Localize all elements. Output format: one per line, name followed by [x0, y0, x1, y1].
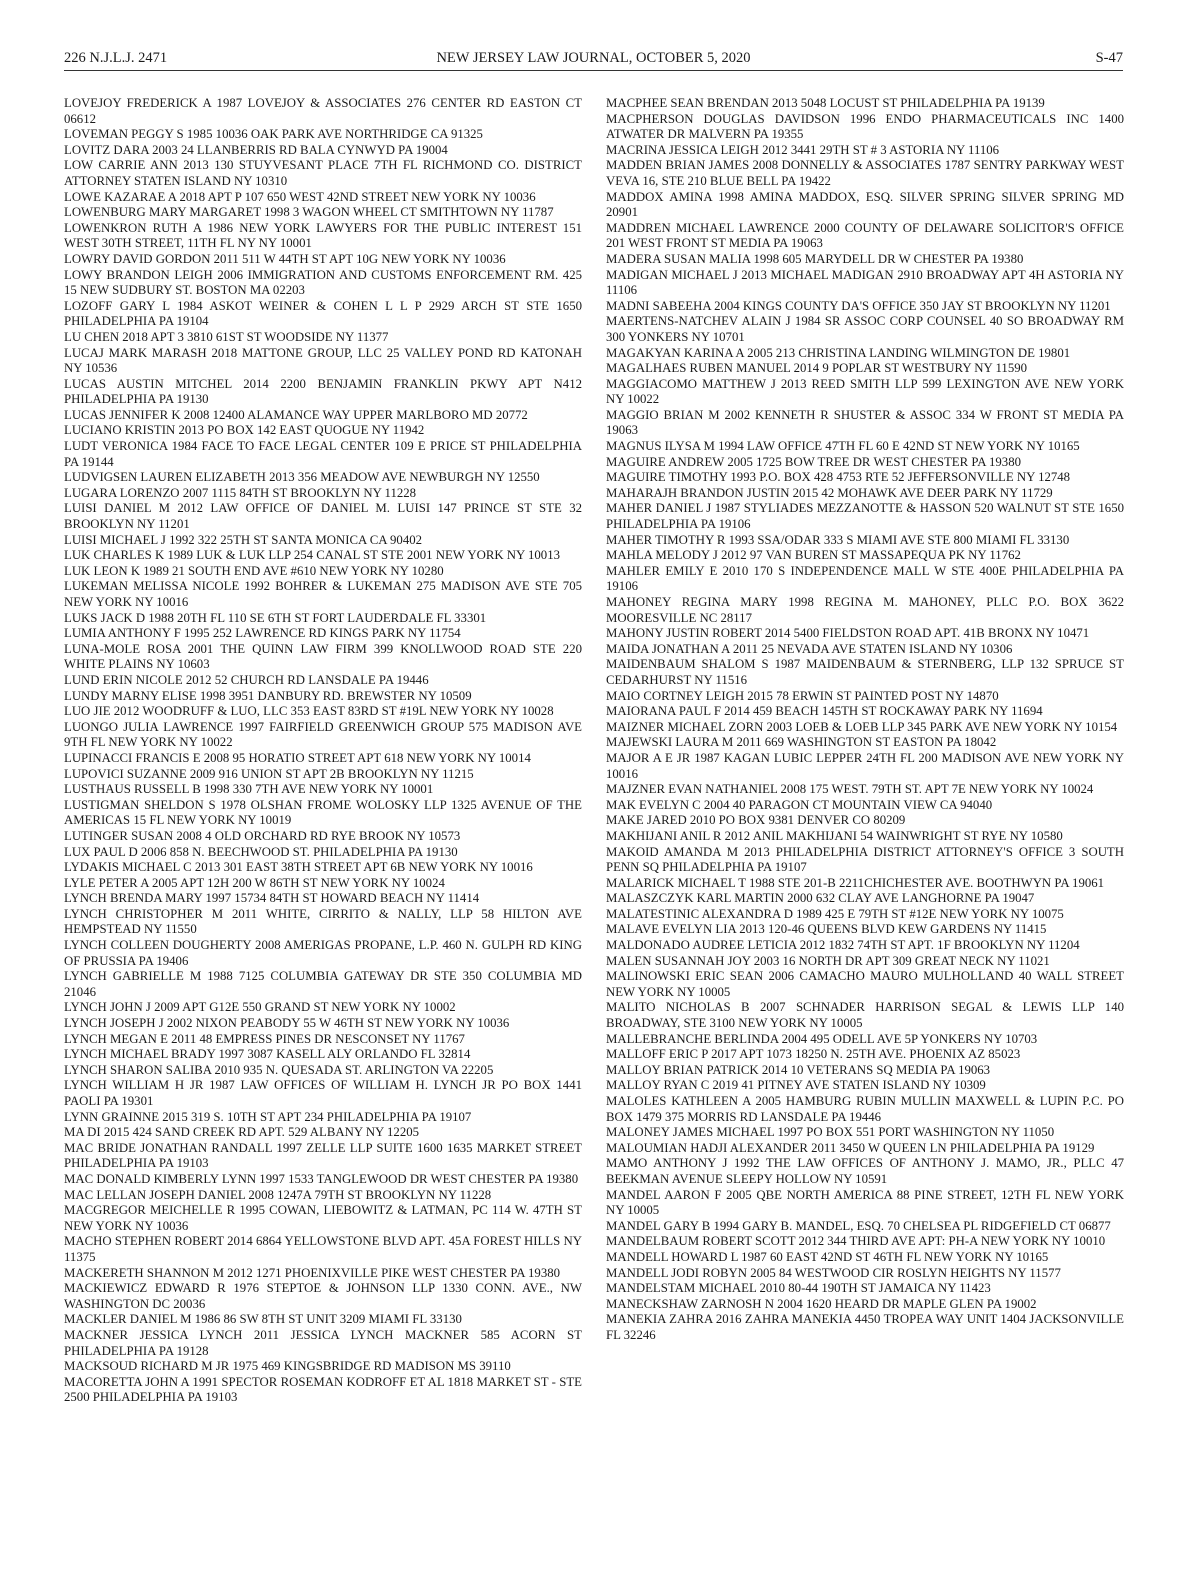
attorney-listing: MANDELBAUM ROBERT SCOTT 2012 344 THIRD AVE APT: PH-A NEW YORK NY 10010 [606, 1234, 1106, 1249]
attorney-listing: MAERTENS-NATCHEV ALAIN J 1984 SR ASSOC CORP COUNSEL 40 SO BROADWAY RM 300 YONKERS NY 10701 [606, 314, 1124, 344]
attorney-listing: MAMO ANTHONY J 1992 THE LAW OFFICES OF ANTHONY J. MAMO, JR., PLLC 47 BEEKMAN AVENUE SLEEPY HOLLOW NY 10591 [606, 1156, 1124, 1186]
attorney-listing: LOW CARRIE ANN 2013 130 STUYVESANT PLACE 7TH FL RICHMOND CO. DISTRICT ATTORNEY STATEN ISLAND NY 10310 [64, 158, 582, 188]
attorney-listing: MAHER DANIEL J 1987 STYLIADES MEZZANOTTE & HASSON 520 WALNUT ST STE 1650 PHILADELPHIA PA 19106 [606, 501, 1124, 532]
attorney-listing: LUDT VERONICA 1984 FACE TO FACE LEGAL CENTER 109 E PRICE ST PHILADELPHIA PA 19144 [64, 439, 582, 469]
attorney-listing: MAHONEY REGINA MARY 1998 REGINA M. MAHONEY, PLLC P.O. BOX 3622 MOORESVILLE NC 28117 [606, 595, 1124, 625]
attorney-listing: LOVEMAN PEGGY S 1985 10036 OAK PARK AVE NORTHRIDGE CA 91325 [64, 127, 483, 142]
attorney-listing: LOWENKRON RUTH A 1986 NEW YORK LAWYERS FOR THE PUBLIC INTEREST 151 WEST 30TH STREET, 11TH FL NY NY 10001 [64, 220, 582, 251]
attorney-listing: LUMIA ANTHONY F 1995 252 LAWRENCE RD KINGS PARK NY 11754 [64, 626, 461, 641]
attorney-listing: MANDELSTAM MICHAEL 2010 80-44 190TH ST JAMAICA NY 11423 [606, 1281, 991, 1296]
attorney-listing: MAIDENBAUM SHALOM S 1987 MAIDENBAUM & STERNBERG, LLP 132 SPRUCE ST CEDARHURST NY 11516 [606, 657, 1124, 687]
attorney-listing: LYNCH GABRIELLE M 1988 7125 COLUMBIA GATEWAY DR STE 350 COLUMBIA MD 21046 [64, 969, 582, 999]
attorney-listing: LUDVIGSEN LAUREN ELIZABETH 2013 356 MEADOW AVE NEWBURGH NY 12550 [64, 470, 540, 485]
attorney-listing: MAKE JARED 2010 PO BOX 9381 DENVER CO 80209 [606, 813, 906, 828]
attorney-listing: LUSTHAUS RUSSELL B 1998 330 7TH AVE NEW YORK NY 10001 [64, 782, 434, 797]
attorney-listing: MAGUIRE ANDREW 2005 1725 BOW TREE DR WEST CHESTER PA 19380 [606, 454, 1021, 469]
attorney-listing: LYDAKIS MICHAEL C 2013 301 EAST 38TH STREET APT 6B NEW YORK NY 10016 [64, 860, 533, 875]
attorney-listing: MANDEL GARY B 1994 GARY B. MANDEL, ESQ. 70 CHELSEA PL RIDGEFIELD CT 06877 [606, 1218, 1111, 1233]
attorney-listing: MAGALHAES RUBEN MANUEL 2014 9 POPLAR ST WESTBURY NY 11590 [606, 361, 1028, 376]
attorney-listing: LYLE PETER A 2005 APT 12H 200 W 86TH ST NEW YORK NY 10024 [64, 875, 445, 890]
attorney-listing: MAC LELLAN JOSEPH DANIEL 2008 1247A 79TH ST BROOKLYN NY 11228 [64, 1187, 492, 1202]
attorney-listing: LYNCH MEGAN E 2011 48 EMPRESS PINES DR NESCONSET NY 11767 [64, 1031, 465, 1046]
page-header [64, 48, 1123, 71]
attorney-listing: MALLOY BRIAN PATRICK 2014 10 VETERANS SQ MEDIA PA 19063 [606, 1062, 991, 1077]
attorney-listing: MAGAKYAN KARINA A 2005 213 CHRISTINA LANDING WILMINGTON DE 19801 [606, 345, 1071, 360]
attorney-listing: MAC DONALD KIMBERLY LYNN 1997 1533 TANGLEWOOD DR WEST CHESTER PA 19380 [64, 1171, 579, 1186]
attorney-listing: LOWRY DAVID GORDON 2011 511 W 44TH ST APT 10G NEW YORK NY 10036 [64, 251, 506, 266]
attorney-listing: MALAVE EVELYN LIA 2013 120-46 QUEENS BLVD KEW GARDENS NY 11415 [606, 922, 1047, 937]
right-column [606, 96, 1124, 1344]
attorney-listing: LUTINGER SUSAN 2008 4 OLD ORCHARD RD RYE BROOK NY 10573 [64, 828, 461, 843]
attorney-listing: LOVITZ DARA 2003 24 LLANBERRIS RD BALA CYNWYD PA 19004 [64, 142, 448, 157]
attorney-listing: LOZOFF GARY L 1984 ASKOT WEINER & COHEN L L P 2929 ARCH ST STE 1650 PHILADELPHIA PA 19104 [64, 298, 582, 329]
attorney-listing: MAJOR A E JR 1987 KAGAN LUBIC LEPPER 24TH FL 200 MADISON AVE NEW YORK NY 10016 [606, 750, 1124, 781]
attorney-listing: MAC BRIDE JONATHAN RANDALL 1997 ZELLE LLP SUITE 1600 1635 MARKET STREET PHILADELPHIA PA 19103 [64, 1140, 582, 1171]
attorney-listing: LOWE KAZARAE A 2018 APT P 107 650 WEST 42ND STREET NEW YORK NY 10036 [64, 189, 536, 204]
attorney-listing: MALLEBRANCHE BERLINDA 2004 495 ODELL AVE 5P YONKERS NY 10703 [606, 1031, 1038, 1046]
attorney-listing: MAGGIACOMO MATTHEW J 2013 REED SMITH LLP 599 LEXINGTON AVE NEW YORK NY 10022 [606, 376, 1124, 407]
attorney-listing: LUNDY MARNY ELISE 1998 3951 DANBURY RD. BREWSTER NY 10509 [64, 688, 472, 703]
attorney-listing: LYNCH CHRISTOPHER M 2011 WHITE, CIRRITO & NALLY, LLP 58 HILTON AVE HEMPSTEAD NY 11550 [64, 906, 582, 937]
attorney-listing: LUO JIE 2012 WOODRUFF & LUO, LLC 353 EAST 83RD ST #19L NEW YORK NY 10028 [64, 704, 554, 719]
attorney-listing: MACKLER DANIEL M 1986 86 SW 8TH ST UNIT 3209 MIAMI FL 33130 [64, 1312, 462, 1327]
attorney-listing: MAHER TIMOTHY R 1993 SSA/ODAR 333 S MIAMI AVE STE 800 MIAMI FL 33130 [606, 532, 1070, 547]
attorney-listing: MAHARAJH BRANDON JUSTIN 2015 42 MOHAWK AVE DEER PARK NY 11729 [606, 485, 1053, 500]
attorney-listing: LYNCH MICHAEL BRADY 1997 3087 KASELL ALY ORLANDO FL 32814 [64, 1047, 471, 1062]
attorney-listing: MADNI SABEEHA 2004 KINGS COUNTY DA'S OFFICE 350 JAY ST BROOKLYN NY 11201 [606, 298, 1111, 313]
attorney-listing: MALLOY RYAN C 2019 41 PITNEY AVE STATEN ISLAND NY 10309 [606, 1078, 986, 1093]
attorney-listing: LYNCH JOSEPH J 2002 NIXON PEABODY 55 W 46TH ST NEW YORK NY 10036 [64, 1016, 510, 1031]
attorney-listing: MAIORANA PAUL F 2014 459 BEACH 145TH ST ROCKAWAY PARK NY 11694 [606, 704, 1043, 719]
attorney-listing: LYNCH BRENDA MARY 1997 15734 84TH ST HOWARD BEACH NY 11414 [64, 891, 480, 906]
attorney-listing: MALATESTINIC ALEXANDRA D 1989 425 E 79TH ST #12E NEW YORK NY 10075 [606, 906, 1064, 921]
attorney-listing: LOVEJOY FREDERICK A 1987 LOVEJOY & ASSOCIATES 276 CENTER RD EASTON CT 06612 [64, 96, 582, 126]
attorney-listing: LU CHEN 2018 APT 3 3810 61ST ST WOODSIDE NY 11377 [64, 329, 389, 344]
attorney-listing: LUK CHARLES K 1989 LUK & LUK LLP 254 CANAL ST STE 2001 NEW YORK NY 10013 [64, 548, 560, 563]
attorney-listing: LUKEMAN MELISSA NICOLE 1992 BOHRER & LUKEMAN 275 MADISON AVE STE 705 NEW YORK NY 10016 [64, 579, 582, 609]
attorney-listing: MAHLA MELODY J 2012 97 VAN BUREN ST MASSAPEQUA PK NY 11762 [606, 548, 1021, 563]
page-number: S-47 [1095, 50, 1123, 66]
attorney-listing: MANDEL AARON F 2005 QBE NORTH AMERICA 88 PINE STREET, 12TH FL NEW YORK NY 10005 [606, 1187, 1124, 1218]
attorney-listing: MANDELL HOWARD L 1987 60 EAST 42ND ST 46TH FL NEW YORK NY 10165 [606, 1249, 1049, 1264]
attorney-listing: MAKHIJANI ANIL R 2012 ANIL MAKHIJANI 54 WAINWRIGHT ST RYE NY 10580 [606, 828, 1063, 843]
attorney-listing: MAJEWSKI LAURA M 2011 669 WASHINGTON ST EASTON PA 18042 [606, 735, 997, 750]
attorney-listing: LYNCH SHARON SALIBA 2010 935 N. QUESADA ST. ARLINGTON VA 22205 [64, 1062, 494, 1077]
attorney-listing: LUISI MICHAEL J 1992 322 25TH ST SANTA MONICA CA 90402 [64, 532, 423, 547]
page-citation: 226 N.J.L.J. 2471 [64, 50, 168, 66]
attorney-listing: MACKNER JESSICA LYNCH 2011 JESSICA LYNCH MACKNER 585 ACORN ST PHILADELPHIA PA 19128 [64, 1327, 582, 1358]
attorney-listing: MALLOFF ERIC P 2017 APT 1073 18250 N. 25TH AVE. PHOENIX AZ 85023 [606, 1047, 1021, 1062]
attorney-listing: LUCAS JENNIFER K 2008 12400 ALAMANCE WAY UPPER MARLBORO MD 20772 [64, 407, 528, 422]
attorney-listing: LUKS JACK D 1988 20TH FL 110 SE 6TH ST FORT LAUDERDALE FL 33301 [64, 610, 487, 625]
attorney-listing: MACKERETH SHANNON M 2012 1271 PHOENIXVILLE PIKE WEST CHESTER PA 19380 [64, 1265, 561, 1280]
attorney-listing: LUNA-MOLE ROSA 2001 THE QUINN LAW FIRM 399 KNOLLWOOD ROAD STE 220 WHITE PLAINS NY 10603 [64, 641, 582, 672]
attorney-listing: MALDONADO AUDREE LETICIA 2012 1832 74TH ST APT. 1F BROOKLYN NY 11204 [606, 938, 1080, 953]
attorney-listing: MA DI 2015 424 SAND CREEK RD APT. 529 ALBANY NY 12205 [64, 1125, 420, 1140]
attorney-listing: MADIGAN MICHAEL J 2013 MICHAEL MADIGAN 2910 BROADWAY APT 4H ASTORIA NY 11106 [606, 267, 1124, 298]
attorney-listing: LUK LEON K 1989 21 SOUTH END AVE #610 NEW YORK NY 10280 [64, 563, 444, 578]
attorney-listing: MANDELL JODI ROBYN 2005 84 WESTWOOD CIR ROSLYN HEIGHTS NY 11577 [606, 1265, 1061, 1280]
attorney-listing: MANEKIA ZAHRA 2016 ZAHRA MANEKIA 4450 TROPEA WAY UNIT 1404 JACKSONVILLE FL 32246 [606, 1312, 1124, 1342]
attorney-listing: MALEN SUSANNAH JOY 2003 16 NORTH DR APT 309 GREAT NECK NY 11021 [606, 953, 1050, 968]
attorney-listing: MADDEN BRIAN JAMES 2008 DONNELLY & ASSOCIATES 1787 SENTRY PARKWAY WEST VEVA 16, STE 210 BLUE BELL PA 19422 [606, 158, 1124, 188]
attorney-listing: LOWENBURG MARY MARGARET 1998 3 WAGON WHEEL CT SMITHTOWN NY 11787 [64, 205, 554, 220]
attorney-listing: MAGUIRE TIMOTHY 1993 P.O. BOX 428 4753 RTE 52 JEFFERSONVILLE NY 12748 [606, 470, 1071, 485]
attorney-listing: MACRINA JESSICA LEIGH 2012 3441 29TH ST # 3 ASTORIA NY 11106 [606, 142, 1000, 157]
attorney-listing: MALITO NICHOLAS B 2007 SCHNADER HARRISON SEGAL & LEWIS LLP 140 BROADWAY, STE 3100 NEW YORK NY 10005 [606, 1000, 1124, 1031]
attorney-listing: MAKOID AMANDA M 2013 PHILADELPHIA DISTRICT ATTORNEY'S OFFICE 3 SOUTH PENN SQ PHILADELPHIA PA 19107 [606, 844, 1124, 875]
attorney-listing: MALOUMIAN HADJI ALEXANDER 2011 3450 W QUEEN LN PHILADELPHIA PA 19129 [606, 1140, 1095, 1155]
attorney-listing: LYNCH JOHN J 2009 APT G12E 550 GRAND ST NEW YORK NY 10002 [64, 1000, 456, 1015]
attorney-listing: MAIDA JONATHAN A 2011 25 NEVADA AVE STATEN ISLAND NY 10306 [606, 641, 1013, 656]
attorney-listing: MACKSOUD RICHARD M JR 1975 469 KINGSBRIDGE RD MADISON MS 39110 [64, 1359, 511, 1374]
attorney-listing: MACGREGOR MEICHELLE R 1995 COWAN, LIEBOWITZ & LATMAN, PC 114 W. 47TH ST NEW YORK NY 10036 [64, 1203, 582, 1233]
attorney-listing: LYNN GRAINNE 2015 319 S. 10TH ST APT 234 PHILADELPHIA PA 19107 [64, 1109, 472, 1124]
attorney-listing: LUPINACCI FRANCIS E 2008 95 HORATIO STREET APT 618 NEW YORK NY 10014 [64, 750, 531, 765]
attorney-listing: LUISI DANIEL M 2012 LAW OFFICE OF DANIEL M. LUISI 147 PRINCE ST STE 32 BROOKLYN NY 11201 [64, 501, 582, 532]
attorney-listing: MADERA SUSAN MALIA 1998 605 MARYDELL DR W CHESTER PA 19380 [606, 251, 1024, 266]
attorney-listing: MADDOX AMINA 1998 AMINA MADDOX, ESQ. SILVER SPRING SILVER SPRING MD 20901 [606, 189, 1124, 220]
attorney-listing: MADDREN MICHAEL LAWRENCE 2000 COUNTY OF DELAWARE SOLICITOR'S OFFICE 201 WEST FRONT ST MEDIA PA 19063 [606, 220, 1124, 251]
attorney-listing: MAHLER EMILY E 2010 170 S INDEPENDENCE MALL W STE 400E PHILADELPHIA PA 19106 [606, 563, 1124, 594]
attorney-listing: MALOLES KATHLEEN A 2005 HAMBURG RUBIN MULLIN MAXWELL & LUPIN P.C. PO BOX 1479 375 MORRIS RD LANSDALE PA 19446 [606, 1094, 1124, 1124]
attorney-listing: MACHO STEPHEN ROBERT 2014 6864 YELLOWSTONE BLVD APT. 45A FOREST HILLS NY 11375 [64, 1234, 582, 1264]
attorney-listing: LUCAJ MARK MARASH 2018 MATTONE GROUP, LLC 25 VALLEY POND RD KATONAH NY 10536 [64, 345, 582, 376]
attorney-listing: LUCIANO KRISTIN 2013 PO BOX 142 EAST QUOGUE NY 11942 [64, 423, 425, 438]
attorney-listing: LUONGO JULIA LAWRENCE 1997 FAIRFIELD GREENWICH GROUP 575 MADISON AVE 9TH FL NEW YORK NY 10022 [64, 719, 582, 750]
attorney-listing: MAK EVELYN C 2004 40 PARAGON CT MOUNTAIN VIEW CA 94040 [606, 797, 993, 812]
attorney-listing: LYNCH COLLEEN DOUGHERTY 2008 AMERIGAS PROPANE, L.P. 460 N. GULPH RD KING OF PRUSSIA PA 19406 [64, 938, 582, 968]
attorney-listing: MACPHERSON DOUGLAS DAVIDSON 1996 ENDO PHARMACEUTICALS INC 1400 ATWATER DR MALVERN PA 19355 [606, 111, 1124, 142]
attorney-listing: MALINOWSKI ERIC SEAN 2006 CAMACHO MAURO MULHOLLAND 40 WALL STREET NEW YORK NY 10005 [606, 969, 1124, 999]
attorney-listing: MACPHEE SEAN BRENDAN 2013 5048 LOCUST ST PHILADELPHIA PA 19139 [606, 96, 1045, 110]
attorney-listing: MALASZCZYK KARL MARTIN 2000 632 CLAY AVE LANGHORNE PA 19047 [606, 891, 1035, 906]
attorney-listing: LYNCH WILLIAM H JR 1987 LAW OFFICES OF WILLIAM H. LYNCH JR PO BOX 1441 PAOLI PA 19301 [64, 1078, 582, 1108]
attorney-listing: MALARICK MICHAEL T 1988 STE 201-B 2211CHICHESTER AVE. BOOTHWYN PA 19061 [606, 875, 1105, 890]
left-column [64, 96, 582, 1406]
attorney-listing: LUSTIGMAN SHELDON S 1978 OLSHAN FROME WOLOSKY LLP 1325 AVENUE OF THE AMERICAS 15 FL NEW YORK NY 10019 [64, 797, 582, 828]
attorney-listing: LUCAS AUSTIN MITCHEL 2014 2200 BENJAMIN FRANKLIN PKWY APT N412 PHILADELPHIA PA 19130 [64, 376, 582, 407]
attorney-listing: MAHONY JUSTIN ROBERT 2014 5400 FIELDSTON ROAD APT. 41B BRONX NY 10471 [606, 626, 1090, 641]
attorney-listing: MAIO CORTNEY LEIGH 2015 78 ERWIN ST PAINTED POST NY 14870 [606, 688, 999, 703]
attorney-listing: LUX PAUL D 2006 858 N. BEECHWOOD ST. PHILADELPHIA PA 19130 [64, 844, 458, 859]
publication-title: NEW JERSEY LAW JOURNAL, OCTOBER 5, 2020 [436, 50, 751, 66]
attorney-listing: MACKIEWICZ EDWARD R 1976 STEPTOE & JOHNSON LLP 1330 CONN. AVE., NW WASHINGTON DC 20036 [64, 1281, 582, 1311]
attorney-listing: MANECKSHAW ZARNOSH N 2004 1620 HEARD DR MAPLE GLEN PA 19002 [606, 1296, 1037, 1311]
attorney-listing: MAGNUS ILYSA M 1994 LAW OFFICE 47TH FL 60 E 42ND ST NEW YORK NY 10165 [606, 439, 1080, 454]
attorney-listing: MALONEY JAMES MICHAEL 1997 PO BOX 551 PORT WASHINGTON NY 11050 [606, 1125, 1055, 1140]
attorney-listing: LUPOVICI SUZANNE 2009 916 UNION ST APT 2B BROOKLYN NY 11215 [64, 766, 474, 781]
attorney-listing: MAJZNER EVAN NATHANIEL 2008 175 WEST. 79TH ST. APT 7E NEW YORK NY 10024 [606, 782, 1094, 797]
attorney-listing: LOWY BRANDON LEIGH 2006 IMMIGRATION AND CUSTOMS ENFORCEMENT RM. 425 15 NEW SUDBURY ST. BOSTON MA 02203 [64, 267, 582, 298]
attorney-listing: LUND ERIN NICOLE 2012 52 CHURCH RD LANSDALE PA 19446 [64, 672, 429, 687]
attorney-listing: LUGARA LORENZO 2007 1115 84TH ST BROOKLYN NY 11228 [64, 485, 417, 500]
attorney-listing: MACORETTA JOHN A 1991 SPECTOR ROSEMAN KODROFF ET AL 1818 MARKET ST - STE 2500 PHILADELPHIA PA 19103 [64, 1374, 582, 1405]
attorney-listing: MAIZNER MICHAEL ZORN 2003 LOEB & LOEB LLP 345 PARK AVE NEW YORK NY 10154 [606, 719, 1118, 734]
attorney-listing: MAGGIO BRIAN M 2002 KENNETH R SHUSTER & ASSOC 334 W FRONT ST MEDIA PA 19063 [606, 407, 1124, 438]
